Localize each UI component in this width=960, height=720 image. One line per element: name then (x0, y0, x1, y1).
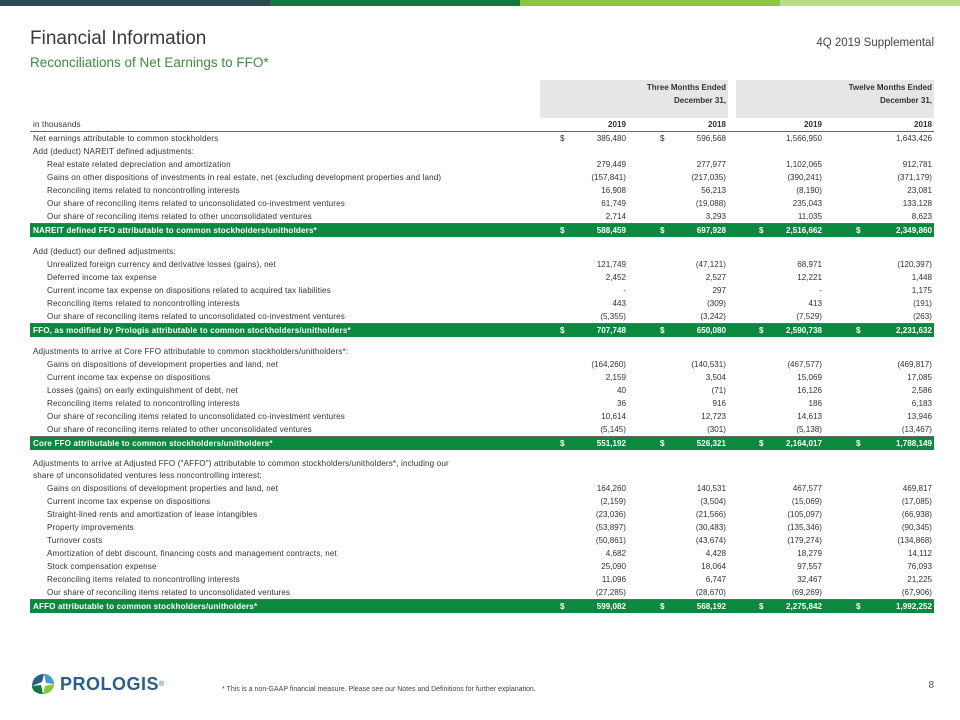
value-cell: 2,164,017 (785, 439, 822, 448)
value-cell: 2,714 (605, 212, 626, 221)
value-cell: 8,623 (911, 212, 932, 221)
table-row (30, 586, 934, 600)
year-header: 2018 (913, 120, 932, 129)
value-cell: 467,577 (792, 484, 822, 493)
row-label: Our share of reconciling items related to unconsolidated co-investment ventures (47, 412, 345, 421)
value-cell: (23,036) (595, 510, 626, 519)
dollar-sign: $ (660, 439, 665, 448)
value-cell: (164,260) (591, 360, 626, 369)
table-row (30, 297, 934, 310)
row-label: Gains on dispositions of development properties and land, net (47, 360, 278, 369)
value-cell: (179,274) (787, 536, 822, 545)
value-cell: 2,231,632 (895, 326, 932, 335)
row-label: Our share of reconciling items related to other unconsolidated ventures (47, 212, 312, 221)
spacer-row (30, 450, 934, 458)
value-cell: 3,293 (705, 212, 726, 221)
value-cell: 12,723 (701, 412, 726, 421)
spacer-row (30, 337, 934, 345)
value-cell: 2,452 (605, 273, 626, 282)
value-cell: (301) (707, 425, 726, 434)
value-cell: (2,159) (600, 497, 626, 506)
section-header-row (30, 458, 934, 482)
table-row (30, 534, 934, 547)
row-label: Current income tax expense on dispositions (47, 497, 211, 506)
value-cell: 297 (712, 286, 726, 295)
bar-segment (780, 0, 960, 6)
footnote: * This is a non-GAAP financial measure. Please see our Notes and Definitions for further explanation. (222, 686, 536, 693)
value-cell: (19,088) (695, 199, 726, 208)
value-cell: 6,183 (911, 399, 932, 408)
value-cell: 11,096 (601, 575, 626, 584)
dollar-sign: $ (856, 326, 861, 335)
page-subtitle: Reconciliations of Net Earnings to FFO* (30, 55, 269, 70)
value-cell: (28,670) (695, 588, 726, 597)
value-cell: (469,817) (897, 360, 932, 369)
value-cell: 277,977 (696, 160, 726, 169)
table-row (30, 158, 934, 171)
value-cell: 11,035 (797, 212, 822, 221)
table-row (30, 271, 934, 284)
bar-segment (0, 0, 270, 6)
dollar-sign: $ (560, 226, 565, 235)
value-cell: (21,566) (695, 510, 726, 519)
bar-segment (270, 0, 520, 6)
prologis-logo (30, 672, 164, 696)
table-row (30, 132, 934, 145)
spacer-row (30, 237, 934, 245)
value-cell: 61,749 (601, 199, 626, 208)
dollar-sign: $ (660, 134, 665, 143)
dollar-sign: $ (856, 226, 861, 235)
value-cell: (7,529) (796, 312, 822, 321)
row-label: Add (deduct) NAREIT defined adjustments: (33, 147, 195, 156)
value-cell: (3,504) (700, 497, 726, 506)
value-cell: 2,590,738 (785, 326, 822, 335)
value-cell: 3,504 (705, 373, 726, 382)
total-row (30, 437, 934, 450)
value-cell: (5,145) (600, 425, 626, 434)
row-label: Turnover costs (47, 536, 103, 545)
unit-label: in thousands (33, 120, 81, 129)
value-cell: 36 (616, 399, 626, 408)
row-label: Unrealized foreign currency and derivative losses (gains), net (47, 260, 276, 269)
value-cell: 23,081 (907, 186, 932, 195)
row-label: Real estate related depreciation and amortization (47, 160, 231, 169)
row-label: FFO, as modified by Prologis attributable to common stockholders/unitholders* (33, 326, 351, 335)
value-cell: (309) (707, 299, 726, 308)
row-label: share of unconsolidated ventures less noncontrolling interest: (33, 471, 262, 480)
table-row (30, 547, 934, 560)
bar-segment (520, 0, 780, 6)
dollar-sign: $ (759, 439, 764, 448)
value-cell: (217,035) (691, 173, 726, 182)
dollar-sign: $ (856, 602, 861, 611)
value-cell: - (819, 286, 822, 295)
row-label: NAREIT defined FFO attributable to common stockholders/unitholders* (33, 226, 317, 235)
value-cell: (191) (913, 299, 932, 308)
logo-text: PROLOGIS (60, 673, 160, 694)
value-cell: (467,577) (787, 360, 822, 369)
row-label: Reconciling items related to noncontrolling interests (47, 575, 240, 584)
value-cell: 17,085 (907, 373, 932, 382)
value-cell: (69,269) (791, 588, 822, 597)
value-cell: (120,397) (897, 260, 932, 269)
value-cell: (13,467) (901, 425, 932, 434)
value-cell: 413 (808, 299, 822, 308)
dollar-sign: $ (560, 439, 565, 448)
value-cell: 235,043 (792, 199, 822, 208)
page-title: Financial Information (30, 28, 207, 49)
logo-registered-mark: ® (159, 680, 165, 688)
value-cell: - (623, 286, 626, 295)
table-row (30, 210, 934, 224)
table-row (30, 184, 934, 197)
table-body (30, 132, 934, 613)
value-cell: 16,126 (797, 386, 822, 395)
value-cell: 68,971 (797, 260, 822, 269)
value-cell: 385,480 (596, 134, 626, 143)
dollar-sign: $ (759, 326, 764, 335)
value-cell: (66,938) (901, 510, 932, 519)
table-row (30, 258, 934, 271)
dollar-sign: $ (660, 226, 665, 235)
row-label: Adjustments to arrive at Adjusted FFO ("AFFO") attributable to common stockholders/unitholders*, including our (33, 459, 449, 468)
row-label: Core FFO attributable to common stockholders/unitholders* (33, 439, 273, 448)
supplemental-label: 4Q 2019 Supplemental (816, 37, 934, 49)
value-cell: 97,557 (797, 562, 822, 571)
row-label: Net earnings attributable to common stockholders (33, 134, 219, 143)
row-label: Reconciling items related to noncontrolling interests (47, 399, 240, 408)
value-cell: 133,128 (902, 199, 932, 208)
table-row (30, 384, 934, 397)
value-cell: 10,614 (601, 412, 626, 421)
row-label: Our share of reconciling items related to unconsolidated co-investment ventures (47, 199, 345, 208)
value-cell: 916 (712, 399, 726, 408)
value-cell: (50,861) (595, 536, 626, 545)
row-label: Reconciling items related to noncontrolling interests (47, 299, 240, 308)
value-cell: 16,908 (601, 186, 626, 195)
value-cell: (8,190) (796, 186, 822, 195)
value-cell: (67,906) (901, 588, 932, 597)
table-row (30, 508, 934, 521)
value-cell: (3,242) (700, 312, 726, 321)
value-cell: 1,175 (911, 286, 932, 295)
value-cell: 1,992,252 (895, 602, 932, 611)
year-header: 2018 (707, 120, 726, 129)
table-row (30, 345, 934, 358)
value-cell: 12,221 (797, 273, 822, 282)
value-cell: (90,345) (901, 523, 932, 532)
value-cell: 2,516,662 (785, 226, 822, 235)
table-row (30, 423, 934, 437)
value-cell: (390,241) (787, 173, 822, 182)
dollar-sign: $ (660, 326, 665, 335)
value-cell: (371,179) (897, 173, 932, 182)
row-label: AFFO attributable to common stockholders/unitholders* (33, 602, 258, 611)
value-cell: (43,674) (695, 536, 726, 545)
row-label: Gains on dispositions of development properties and land, net (47, 484, 278, 493)
value-cell: 1,643,426 (895, 134, 932, 143)
value-cell: 650,080 (696, 326, 726, 335)
value-cell: 2,527 (705, 273, 726, 282)
value-cell: 121,749 (596, 260, 626, 269)
total-row (30, 324, 934, 337)
dollar-sign: $ (759, 226, 764, 235)
value-cell: (53,897) (595, 523, 626, 532)
value-cell: (17,085) (901, 497, 932, 506)
twelve-months-subheader: December 31, (879, 96, 932, 105)
dollar-sign: $ (759, 602, 764, 611)
twelve-months-header: Twelve Months Ended (848, 83, 932, 92)
value-cell: 164,260 (596, 484, 626, 493)
value-cell: (47,121) (695, 260, 726, 269)
table-row (30, 171, 934, 184)
value-cell: (71) (711, 386, 726, 395)
year-header: 2019 (803, 120, 822, 129)
table-row (30, 310, 934, 324)
row-label: Straight-lined rents and amortization of lease intangibles (47, 510, 258, 519)
value-cell: 707,748 (596, 326, 626, 335)
value-cell: 279,449 (596, 160, 626, 169)
value-cell: 40 (616, 386, 626, 395)
value-cell: 1,448 (911, 273, 932, 282)
year-header: 2019 (607, 120, 626, 129)
value-cell: (30,483) (695, 523, 726, 532)
value-cell: (135,346) (787, 523, 822, 532)
prologis-logo-icon (30, 672, 56, 696)
row-label: Property improvements (47, 523, 134, 532)
table-row (30, 358, 934, 371)
value-cell: 6,747 (705, 575, 726, 584)
total-row (30, 600, 934, 613)
value-cell: 2,159 (605, 373, 626, 382)
top-color-bar (0, 0, 960, 6)
row-label: Stock compensation expense (47, 562, 157, 571)
value-cell: 568,192 (696, 602, 726, 611)
dollar-sign: $ (560, 134, 565, 143)
total-row (30, 224, 934, 237)
dollar-sign: $ (660, 602, 665, 611)
row-label: Losses (gains) on early extinguishment of debt, net (47, 386, 238, 395)
row-label: Amortization of debt discount, financing costs and management contracts, net (47, 549, 337, 558)
value-cell: (105,097) (787, 510, 822, 519)
value-cell: (263) (913, 312, 932, 321)
row-label: Our share of reconciling items related to unconsolidated ventures (47, 588, 291, 597)
value-cell: 443 (612, 299, 626, 308)
value-cell: (5,138) (796, 425, 822, 434)
row-label: Our share of reconciling items related to unconsolidated co-investment ventures (47, 312, 345, 321)
table-row (30, 573, 934, 586)
value-cell: 18,279 (797, 549, 822, 558)
value-cell: 588,459 (596, 226, 626, 235)
value-cell: 1,788,149 (895, 439, 932, 448)
reconciliation-table (30, 80, 934, 613)
table-row (30, 284, 934, 297)
table-row (30, 371, 934, 384)
value-cell: 13,946 (907, 412, 932, 421)
value-cell: (157,841) (591, 173, 626, 182)
three-months-subheader: December 31, (673, 96, 726, 105)
value-cell: 4,428 (705, 549, 726, 558)
row-label: Current income tax expense on dispositions (47, 373, 211, 382)
value-cell: 2,586 (911, 386, 932, 395)
table-row (30, 145, 934, 158)
value-cell: (134,868) (897, 536, 932, 545)
value-cell: (5,355) (600, 312, 626, 321)
value-cell: 4,682 (605, 549, 626, 558)
three-months-header: Three Months Ended (646, 83, 726, 92)
value-cell: 76,093 (907, 562, 932, 571)
value-cell: 21,225 (907, 575, 932, 584)
value-cell: 551,192 (596, 439, 626, 448)
page-number: 8 (928, 680, 934, 691)
table-row (30, 560, 934, 573)
value-cell: 526,321 (696, 439, 726, 448)
value-cell: 912,781 (902, 160, 932, 169)
row-label: Our share of reconciling items related to other unconsolidated ventures (47, 425, 312, 434)
table-row (30, 397, 934, 410)
value-cell: 469,817 (902, 484, 932, 493)
row-label: Adjustments to arrive at Core FFO attributable to common stockholders/unitholders*: (33, 347, 349, 356)
value-cell: 1,102,065 (785, 160, 822, 169)
row-label: Add (deduct) our defined adjustments: (33, 247, 176, 256)
row-label: Gains on other dispositions of investments in real estate, net (excluding development properties and land) (47, 173, 442, 182)
table-row (30, 410, 934, 423)
value-cell: 15,069 (797, 373, 822, 382)
year-header-row (30, 118, 934, 132)
value-cell: 596,568 (696, 134, 726, 143)
value-cell: 14,613 (797, 412, 822, 421)
value-cell: 25,090 (601, 562, 626, 571)
table-row (30, 482, 934, 495)
row-label: Reconciling items related to noncontrolling interests (47, 186, 240, 195)
value-cell: 18,064 (701, 562, 726, 571)
value-cell: 32,467 (797, 575, 822, 584)
value-cell: 2,275,842 (785, 602, 822, 611)
value-cell: 697,928 (696, 226, 726, 235)
dollar-sign: $ (856, 439, 861, 448)
table-row (30, 245, 934, 258)
dollar-sign: $ (560, 326, 565, 335)
dollar-sign: $ (560, 602, 565, 611)
table-row (30, 495, 934, 508)
value-cell: 1,566,950 (785, 134, 822, 143)
value-cell: (27,285) (595, 588, 626, 597)
value-cell: 140,531 (696, 484, 726, 493)
table-row (30, 197, 934, 210)
value-cell: (140,531) (691, 360, 726, 369)
row-label: Deferred income tax expense (47, 273, 157, 282)
value-cell: (15,069) (791, 497, 822, 506)
table-row (30, 521, 934, 534)
value-cell: 14,112 (907, 549, 932, 558)
value-cell: 2,349,860 (895, 226, 932, 235)
table-group-header (30, 80, 934, 118)
value-cell: 599,082 (596, 602, 626, 611)
value-cell: 56,213 (701, 186, 726, 195)
row-label: Current income tax expense on dispositions related to acquired tax liabilities (47, 286, 331, 295)
value-cell: 186 (808, 399, 822, 408)
